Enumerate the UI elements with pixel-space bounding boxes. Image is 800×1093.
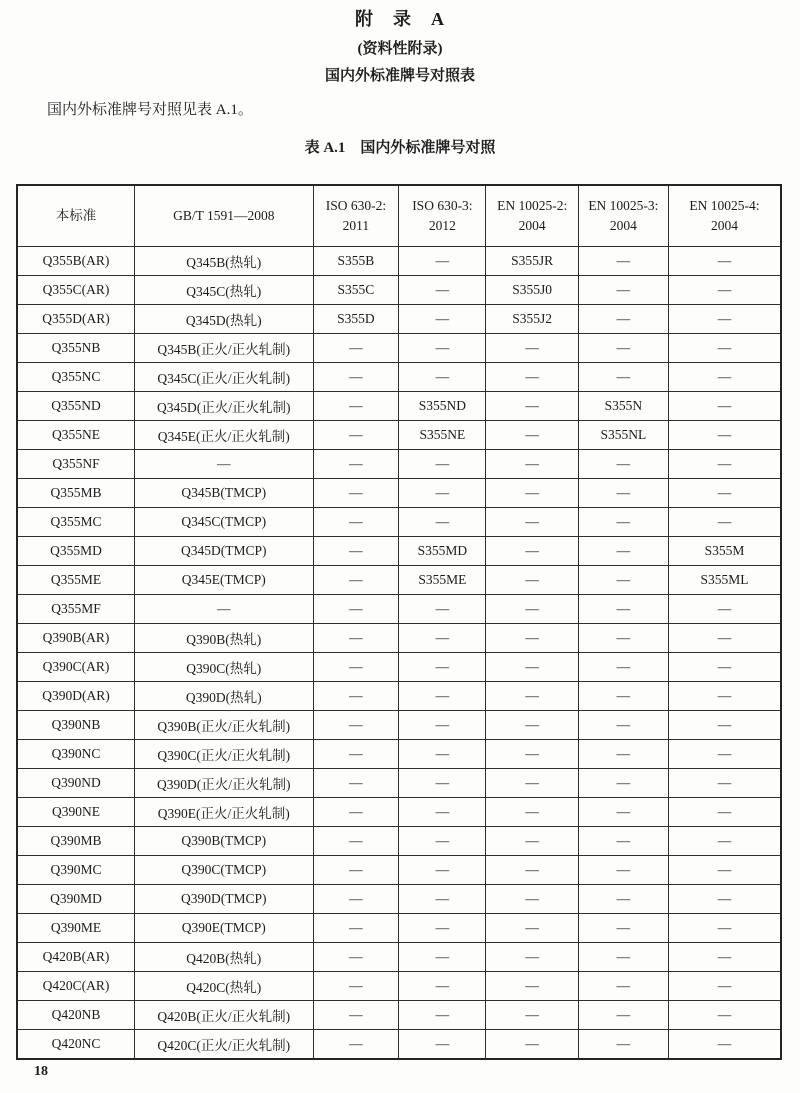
table-cell: — xyxy=(668,1030,781,1060)
table-cell: — xyxy=(578,1030,668,1060)
table-cell: Q390C(TMCP) xyxy=(135,856,313,885)
table-cell: Q390E(TMCP) xyxy=(135,914,313,943)
table-cell: — xyxy=(486,769,578,798)
table-cell: — xyxy=(668,740,781,769)
table-cell: — xyxy=(399,711,486,740)
table-cell: — xyxy=(486,856,578,885)
table-cell: Q355NE xyxy=(17,421,135,450)
table-cell: Q345D(TMCP) xyxy=(135,537,313,566)
table-cell: S355ME xyxy=(399,566,486,595)
table-cell: — xyxy=(668,421,781,450)
table-cell: — xyxy=(486,1030,578,1060)
table-cell: Q390B(正火/正火轧制) xyxy=(135,711,313,740)
table-cell: — xyxy=(668,276,781,305)
table-cell: — xyxy=(668,450,781,479)
table-cell: Q420B(热轧) xyxy=(135,943,313,972)
table-cell: — xyxy=(313,711,399,740)
table-cell: — xyxy=(399,856,486,885)
header-line-1: 本标准 xyxy=(55,208,97,223)
table-cell: — xyxy=(668,914,781,943)
table-cell: — xyxy=(486,479,578,508)
table-cell: S355C xyxy=(313,276,399,305)
table-row xyxy=(17,247,781,276)
header-row xyxy=(17,185,781,247)
table-row xyxy=(17,508,781,537)
table-cell: — xyxy=(313,1030,399,1060)
table-cell: — xyxy=(313,798,399,827)
table-cell: Q390ND xyxy=(17,769,135,798)
table-cell: — xyxy=(668,827,781,856)
table-cell: — xyxy=(668,653,781,682)
intro-paragraph: 国内外标准牌号对照见表 A.1。 xyxy=(47,102,253,118)
table-cell: — xyxy=(578,740,668,769)
table-cell: Q355NF xyxy=(17,450,135,479)
table-cell: Q355MF xyxy=(17,595,135,624)
table-cell: Q355MD xyxy=(17,537,135,566)
table-cell: — xyxy=(313,450,399,479)
table-cell: — xyxy=(399,479,486,508)
table-cell: — xyxy=(399,943,486,972)
table-row xyxy=(17,276,781,305)
table-cell: — xyxy=(668,595,781,624)
table-cell: — xyxy=(486,885,578,914)
table-cell: — xyxy=(313,566,399,595)
header-cell xyxy=(486,185,578,247)
table-cell: — xyxy=(486,711,578,740)
table-cell: Q390B(TMCP) xyxy=(135,827,313,856)
table-cell: — xyxy=(399,363,486,392)
table-cell: — xyxy=(399,827,486,856)
table-cell: — xyxy=(313,595,399,624)
table-cell: — xyxy=(313,624,399,653)
table-cell: Q345C(热轧) xyxy=(135,276,313,305)
header-line-2: 2011 xyxy=(342,218,370,233)
table-cell: — xyxy=(399,624,486,653)
table-cell: Q345E(TMCP) xyxy=(135,566,313,595)
table-cell: Q390B(热轧) xyxy=(135,624,313,653)
table-cell: Q390ME xyxy=(17,914,135,943)
table-cell: — xyxy=(486,595,578,624)
table-cell: S355NL xyxy=(578,421,668,450)
table-cell: S355D xyxy=(313,305,399,334)
table-cell: — xyxy=(668,624,781,653)
table-cell: — xyxy=(668,711,781,740)
table-cell: — xyxy=(578,856,668,885)
table-cell: — xyxy=(486,827,578,856)
table-cell: — xyxy=(668,392,781,421)
header-line-1: EN 10025-3: xyxy=(588,198,659,213)
table-cell: — xyxy=(578,595,668,624)
table-cell: — xyxy=(486,740,578,769)
table-cell: — xyxy=(668,972,781,1001)
table-cell: — xyxy=(399,914,486,943)
appendix-heading: 国内外标准牌号对照表 xyxy=(324,68,475,84)
table-cell: Q390D(TMCP) xyxy=(135,885,313,914)
table-cell: — xyxy=(399,276,486,305)
table-cell: S355B xyxy=(313,247,399,276)
table-cell: Q355NC xyxy=(17,363,135,392)
table-cell: Q345E(正火/正火轧制) xyxy=(135,421,313,450)
table-cell: — xyxy=(313,1001,399,1030)
table-cell: — xyxy=(486,682,578,711)
table-cell: Q420C(热轧) xyxy=(135,972,313,1001)
table-cell: — xyxy=(578,363,668,392)
table-cell: Q390MC xyxy=(17,856,135,885)
table-cell: — xyxy=(399,450,486,479)
table-row xyxy=(17,363,781,392)
table-cell: — xyxy=(486,1001,578,1030)
appendix-subtitle: (资料性附录) xyxy=(357,41,443,57)
table-cell: Q345B(正火/正火轧制) xyxy=(135,334,313,363)
table-row xyxy=(17,566,781,595)
table-cell: S355JR xyxy=(486,247,578,276)
table-cell: Q345C(正火/正火轧制) xyxy=(135,363,313,392)
table-cell: Q355NB xyxy=(17,334,135,363)
table-cell: Q390NC xyxy=(17,740,135,769)
table-cell: Q420B(AR) xyxy=(17,943,135,972)
header-cell xyxy=(313,185,399,247)
table-cell: — xyxy=(399,334,486,363)
table-cell: — xyxy=(313,827,399,856)
table-cell: — xyxy=(668,334,781,363)
table-body xyxy=(17,247,781,1060)
table-row xyxy=(17,450,781,479)
table-cell: — xyxy=(486,972,578,1001)
table-cell: — xyxy=(668,856,781,885)
table-row xyxy=(17,972,781,1001)
table-row xyxy=(17,682,781,711)
header-line-2: 2012 xyxy=(428,218,456,233)
table-cell: Q355C(AR) xyxy=(17,276,135,305)
table-cell: S355J0 xyxy=(486,276,578,305)
table-cell: — xyxy=(399,972,486,1001)
table-cell: Q355MC xyxy=(17,508,135,537)
table-cell: — xyxy=(313,334,399,363)
table-cell: Q420C(正火/正火轧制) xyxy=(135,1030,313,1060)
table-cell: — xyxy=(578,798,668,827)
table-row xyxy=(17,624,781,653)
table-cell: Q355ME xyxy=(17,566,135,595)
table-row xyxy=(17,479,781,508)
table-cell: Q355MB xyxy=(17,479,135,508)
table-cell: — xyxy=(313,740,399,769)
header-line-1: ISO 630-3: xyxy=(412,198,473,213)
table-cell: Q420C(AR) xyxy=(17,972,135,1001)
table-cell: — xyxy=(578,305,668,334)
header-cell xyxy=(399,185,486,247)
table-cell: Q355ND xyxy=(17,392,135,421)
table-cell: — xyxy=(313,914,399,943)
table-cell: — xyxy=(399,305,486,334)
table-cell: — xyxy=(486,566,578,595)
table-cell: — xyxy=(486,798,578,827)
table-cell: Q420B(正火/正火轧制) xyxy=(135,1001,313,1030)
standards-comparison-table xyxy=(16,184,782,1060)
table-cell: — xyxy=(578,885,668,914)
table-cell: Q390MB xyxy=(17,827,135,856)
table-cell: — xyxy=(313,479,399,508)
table-cell: — xyxy=(486,450,578,479)
table-row xyxy=(17,943,781,972)
table-row xyxy=(17,421,781,450)
table-cell: — xyxy=(668,769,781,798)
table-row xyxy=(17,305,781,334)
table-row xyxy=(17,827,781,856)
table-cell: Q345C(TMCP) xyxy=(135,508,313,537)
table-cell: — xyxy=(578,479,668,508)
table-cell: Q345D(正火/正火轧制) xyxy=(135,392,313,421)
table-cell: Q390C(正火/正火轧制) xyxy=(135,740,313,769)
table-cell: — xyxy=(399,740,486,769)
table-caption: 表 A.1 国内外标准牌号对照 xyxy=(304,140,496,156)
header-cell xyxy=(578,185,668,247)
table-cell: — xyxy=(313,421,399,450)
table-cell: — xyxy=(578,827,668,856)
table-cell: Q390E(正火/正火轧制) xyxy=(135,798,313,827)
table-row xyxy=(17,798,781,827)
table-cell: — xyxy=(486,363,578,392)
table-cell: — xyxy=(135,450,313,479)
table-cell: Q390C(AR) xyxy=(17,653,135,682)
header-line-1: ISO 630-2: xyxy=(325,198,387,213)
table-cell: Q390NE xyxy=(17,798,135,827)
table-cell: — xyxy=(486,508,578,537)
table-cell: S355ND xyxy=(399,392,486,421)
table-cell: — xyxy=(578,537,668,566)
header-cell xyxy=(668,185,781,247)
table-cell: — xyxy=(578,1001,668,1030)
table-cell: — xyxy=(578,247,668,276)
header-line-2: 2004 xyxy=(518,218,546,233)
table-cell: Q355B(AR) xyxy=(17,247,135,276)
table-cell: — xyxy=(313,653,399,682)
appendix-title: 附 录 A xyxy=(355,9,445,29)
table-cell: — xyxy=(135,595,313,624)
table-cell: — xyxy=(578,276,668,305)
table-cell: — xyxy=(313,856,399,885)
table-cell: — xyxy=(578,450,668,479)
table-row xyxy=(17,1001,781,1030)
header-line-1: EN 10025-2: xyxy=(497,198,568,213)
page-number: 18 xyxy=(34,1064,48,1079)
table-row xyxy=(17,711,781,740)
table-cell: — xyxy=(578,769,668,798)
table-cell: — xyxy=(486,943,578,972)
table-row xyxy=(17,334,781,363)
table-cell: — xyxy=(313,682,399,711)
table-cell: — xyxy=(668,682,781,711)
table-row xyxy=(17,1030,781,1060)
table-header xyxy=(17,185,781,247)
table-cell: — xyxy=(399,682,486,711)
table-cell: — xyxy=(578,972,668,1001)
table-cell: — xyxy=(578,711,668,740)
table-cell: — xyxy=(486,914,578,943)
table-cell: — xyxy=(313,769,399,798)
table-cell: Q390MD xyxy=(17,885,135,914)
table-cell: — xyxy=(399,653,486,682)
table-row xyxy=(17,914,781,943)
table-cell: Q345B(TMCP) xyxy=(135,479,313,508)
table-cell: — xyxy=(313,943,399,972)
table-cell: — xyxy=(399,508,486,537)
table-row xyxy=(17,595,781,624)
header-cell xyxy=(135,185,313,247)
table-cell: — xyxy=(578,943,668,972)
table-cell: — xyxy=(578,624,668,653)
table-cell: — xyxy=(578,566,668,595)
table-cell: — xyxy=(399,769,486,798)
table-cell: — xyxy=(486,653,578,682)
table-cell: — xyxy=(578,682,668,711)
table-cell: — xyxy=(313,885,399,914)
table-cell: — xyxy=(668,479,781,508)
table-cell: Q390C(热轧) xyxy=(135,653,313,682)
table-cell: — xyxy=(486,624,578,653)
table-cell: — xyxy=(313,972,399,1001)
table-cell: S355M xyxy=(668,537,781,566)
table-row xyxy=(17,392,781,421)
table-cell: Q390D(AR) xyxy=(17,682,135,711)
table-row xyxy=(17,537,781,566)
table-cell: Q420NB xyxy=(17,1001,135,1030)
table-cell: Q390D(热轧) xyxy=(135,682,313,711)
table-cell: — xyxy=(668,943,781,972)
table-cell: — xyxy=(668,508,781,537)
header-cell xyxy=(17,185,135,247)
table-cell: — xyxy=(399,798,486,827)
table-cell: — xyxy=(486,421,578,450)
table-cell: S355ML xyxy=(668,566,781,595)
table-cell: — xyxy=(399,595,486,624)
table-cell: Q355D(AR) xyxy=(17,305,135,334)
table-cell: — xyxy=(668,305,781,334)
table-cell: — xyxy=(578,653,668,682)
header-line-2: 2004 xyxy=(609,218,637,233)
table-row xyxy=(17,653,781,682)
table-cell: — xyxy=(313,508,399,537)
table-row xyxy=(17,769,781,798)
table-cell: Q345D(热轧) xyxy=(135,305,313,334)
table-cell: — xyxy=(313,537,399,566)
table-cell: S355MD xyxy=(399,537,486,566)
table-cell: — xyxy=(578,914,668,943)
table-row xyxy=(17,856,781,885)
table-cell: — xyxy=(399,1030,486,1060)
header-line-1: GB/T 1591—2008 xyxy=(173,208,275,223)
table-cell: Q390NB xyxy=(17,711,135,740)
table-cell: Q420NC xyxy=(17,1030,135,1060)
table-cell: — xyxy=(668,363,781,392)
table-cell: — xyxy=(313,392,399,421)
table-cell: — xyxy=(486,537,578,566)
table-row xyxy=(17,885,781,914)
table-cell: S355J2 xyxy=(486,305,578,334)
table-cell: — xyxy=(668,798,781,827)
table-cell: — xyxy=(578,334,668,363)
table-cell: Q390D(正火/正火轧制) xyxy=(135,769,313,798)
table-cell: Q390B(AR) xyxy=(17,624,135,653)
table-cell: — xyxy=(668,885,781,914)
table-row xyxy=(17,740,781,769)
table-cell: — xyxy=(486,392,578,421)
header-line-2: 2004 xyxy=(710,218,738,233)
table-cell: Q345B(热轧) xyxy=(135,247,313,276)
table-cell: — xyxy=(578,508,668,537)
table-cell: — xyxy=(313,363,399,392)
table-cell: — xyxy=(668,247,781,276)
table-cell: S355N xyxy=(578,392,668,421)
table-cell: — xyxy=(399,247,486,276)
table-cell: — xyxy=(399,885,486,914)
table-cell: — xyxy=(399,1001,486,1030)
table-cell: — xyxy=(486,334,578,363)
header-line-1: EN 10025-4: xyxy=(689,198,760,213)
table-cell: — xyxy=(668,1001,781,1030)
table-cell: S355NE xyxy=(399,421,486,450)
